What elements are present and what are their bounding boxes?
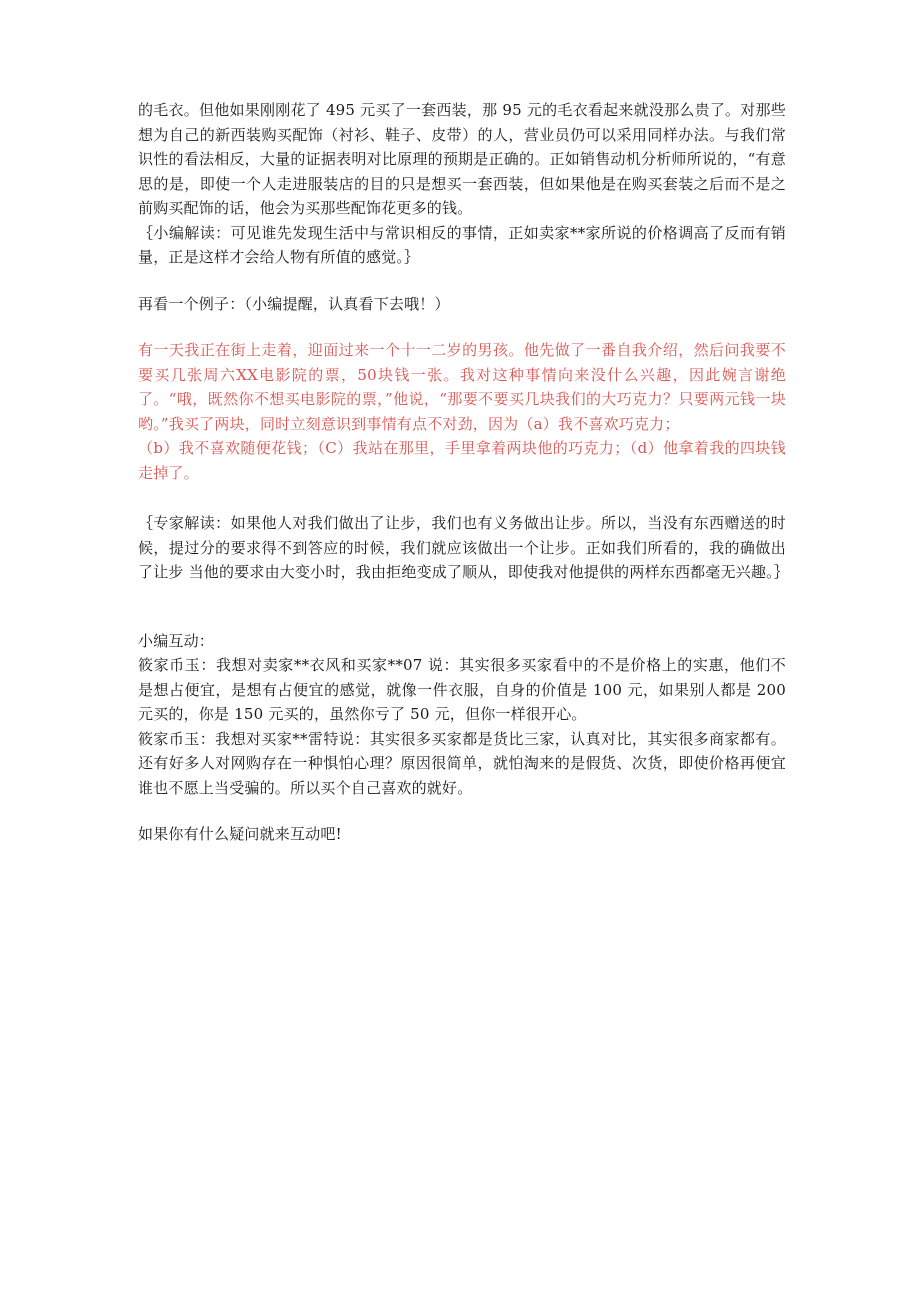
spacer [138,270,786,292]
story-paragraph-1: 有一天我正在街上走着，迎面过来一个十一二岁的男孩。他先做了一番自我介绍，然后问我要不要买几张周六XX电影院的票，50块钱一张。我对这种事情向来没什么兴趣，因此婉言谢绝了。“哦，既然你不想买电影院的票，”他说，“那要不要买几块我们的大巧克力？只要两元钱一块哟。”我买了两块，同时立刻意识到事情有点不对劲，因为（a）我不喜欢巧克力； [138,341,786,433]
paragraph-sweater-suit: 的毛衣。但他如果刚刚花了 495 元买了一套西装，那 95 元的毛衣看起来就没那么贵了。对那些想为自己的新西装购买配饰（衬衫、鞋子、皮带）的人，营业员仍可以采用同样办法。与我们常识性的看法相反，大量的证据表明对比原理的预期是正确的。正如销售动机分析师所说的，“有意思的是，即使一个人走进服装店的目的只是想买一套西装，但如果他是在购买套装之后而不是之前购买配饰的话，他会为买那些配饰花更多的钱。 [138,101,786,217]
story-paragraph-2: （b）我不喜欢随便花钱；（C）我站在那里，手里拿着两块他的巧克力；（d）他拿着我的四块钱走掉了。 [138,439,786,482]
document-page [138,98,790,847]
expert-note: ｛专家解读：如果他人对我们做出了让步，我们也有义务做出让步。所以，当没有东西赠送的时候，提过分的要求得不到答应的时候，我们就应该做出一个让步。正如我们所看的，我的确做出了让步 当他的要求由大变小时，我由拒绝变成了顺从，即使我对他提供的两样东西都毫无兴趣。｝ [138,514,790,581]
interaction-comment-1: 筱家币玉：我想对卖家**衣风和买家**07 说：其实很多买家看中的不是价格上的实惠，他们不是想占便宜，是想有占便宜的感觉，就像一件衣服，自身的价值是 100 元，如果别人都是 200 元买的，你是 150 元买的，虽然你亏了 50 元，但你一样很开心。 [138,656,786,723]
closing-line: 如果你有什么疑问就来互动吧! [138,825,342,843]
interaction-title: 小编互动： [138,631,215,650]
interaction-comment-2: 筱家币玉：我想对买家**雷特说：其实很多买家都是货比三家，认真对比，其实很多商家都有。还有好多人对网购存在一种惧怕心理？原因很简单，就怕淘来的是假货、次货，即使价格再便宜谁也不愿上当受骗的。所以买个自己喜欢的就好。 [138,729,786,797]
spacer [138,800,786,822]
spacer [138,585,786,629]
spacer [138,316,786,338]
another-example-heading: 再看一个例子：（小编提醒，认真看下去哦！） [138,294,450,313]
editor-note: ｛小编解读：可见谁先发现生活中与常识相反的事情，正如卖家**家所说的价格调高了反而有销量，正是这样才会给人物有所值的感觉。｝ [138,223,786,266]
spacer [138,485,786,511]
